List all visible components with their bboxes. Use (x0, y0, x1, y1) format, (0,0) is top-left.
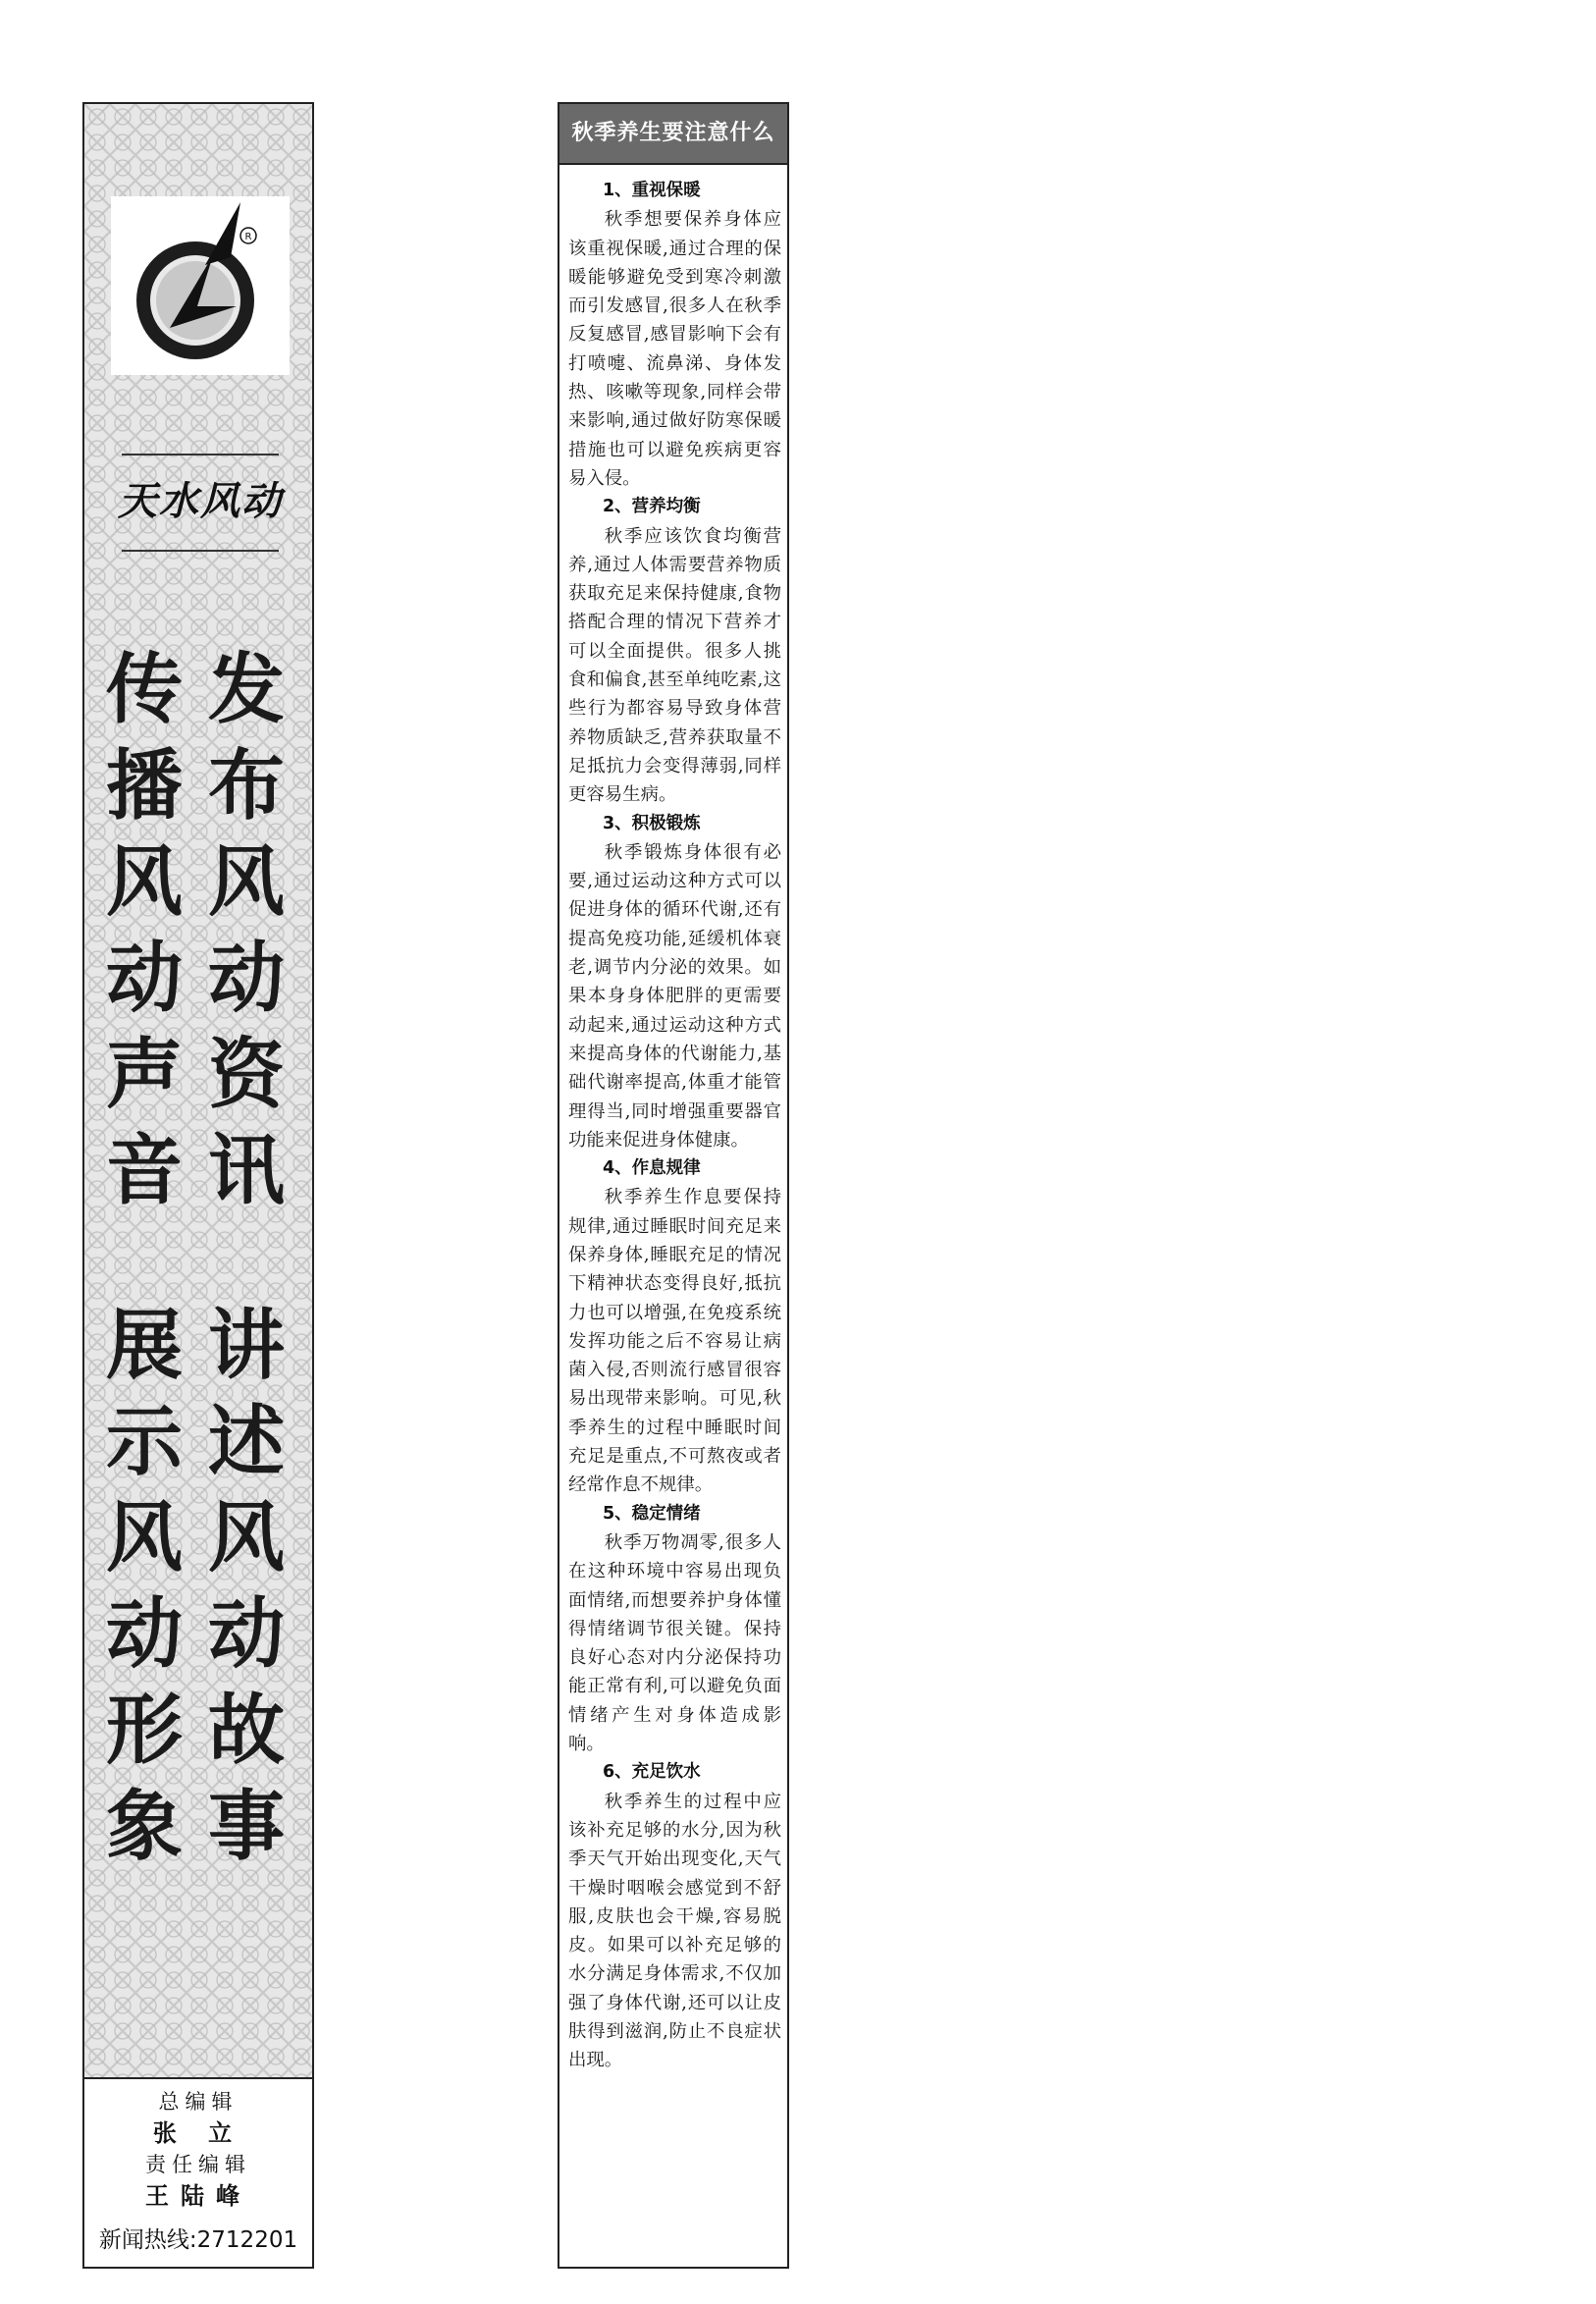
section-paragraph: 秋季万物凋零,很多人在这种环境中容易出现负面情绪,而想要养护身体懂得情绪调节很关键。保持良好心态对内分泌保持功能正常有利,可以避免负面情绪产生对身体造成影响。 (568, 1531, 781, 1755)
slogan-char: 风 (105, 1493, 183, 1582)
section-heading: 3、积极锻炼 (603, 813, 701, 833)
article-section (568, 810, 781, 1155)
section-heading: 5、稳定情绪 (603, 1503, 701, 1524)
slogan-char: 展 (105, 1301, 183, 1390)
section-heading: 1、重视保暖 (603, 181, 701, 200)
slogan-char: 讯 (207, 1126, 285, 1215)
brand-bottom-rule (122, 550, 279, 552)
article-title: 秋季养生要注意什么 (559, 104, 787, 165)
slogan-char: 述 (207, 1397, 285, 1486)
article-body (559, 165, 787, 2075)
slogan-char: 传 (105, 645, 183, 734)
article-section (568, 1758, 781, 2074)
slogan-char: 布 (207, 741, 285, 831)
slogan-column-left-bottom (100, 1298, 188, 1875)
slogan-char: 动 (207, 1589, 285, 1679)
slogan-char: 声 (105, 1030, 183, 1119)
section-paragraph: 秋季养生的过程中应该补充足够的水分,因为秋季天气开始出现变化,天气干燥时咽喉会感觉到不舒服,皮肤也会干燥,容易脱皮。如果可以补充足够的水分满足身体需求,不仅加强了身体代谢,还可以让皮肤得到滋润,防止不良症状出现。 (568, 1791, 781, 2071)
slogan-char: 音 (105, 1126, 183, 1215)
slogan-char: 故 (207, 1686, 285, 1775)
article-section (568, 1500, 781, 1759)
section-paragraph: 秋季应该饮食均衡营养,通过人体需要营养物质获取充足来保持健康,食物搭配合理的情况下营养才可以全面提供。很多人挑食和偏食,甚至单纯吃素,这些行为都容易导致身体营养物质缺乏,营养获取量不足抵抗力会变得薄弱,同样更容易生病。 (568, 525, 781, 806)
section-paragraph: 秋季想要保养身体应该重视保暖,通过合理的保暖能够避免受到寒冷刺激而引发感冒,很多人在秋季反复感冒,感冒影响下会有打喷嚏、流鼻涕、身体发热、咳嗽等现象,同样会带来影响,通过做好防寒保暖措施也可以避免疾病更容易入侵。 (568, 209, 781, 489)
slogan-char: 动 (207, 934, 285, 1023)
section-heading: 4、作息规律 (603, 1158, 701, 1179)
editor-label: 责任编辑 (145, 2153, 251, 2176)
slogan-column-right-bottom (202, 1298, 291, 1875)
article-section (568, 493, 781, 809)
slogan-char: 讲 (207, 1301, 285, 1390)
masthead-column (82, 102, 314, 2269)
slogan-char: 动 (105, 934, 183, 1023)
article-column (558, 102, 789, 2269)
chief-editor-name: 张 立 (152, 2119, 244, 2147)
brand-name (114, 467, 287, 536)
section-paragraph: 秋季锻炼身体很有必要,通过运动这种方式可以促进身体的循环代谢,还有提高免疫功能,延缓机体衰老,调节内分泌的效果。如果本身身体肥胖的更需要动起来,通过运动这种方式来提高身体的代谢能力,基础代谢率提高,体重才能管理得当,同时增强重要器官功能来促进身体健康。 (568, 841, 781, 1151)
slogan-column-left-top (100, 642, 188, 1219)
slogan-char: 形 (105, 1686, 183, 1775)
slogan-char: 象 (105, 1782, 183, 1871)
slogan-char: 事 (207, 1782, 285, 1871)
news-hotline: 新闻热线:2712201 (84, 2219, 312, 2261)
article-section (568, 1154, 781, 1500)
section-heading: 6、充足饮水 (603, 1762, 701, 1783)
staff-box (84, 2077, 312, 2269)
editor-name: 王陆峰 (145, 2182, 251, 2210)
logo-icon (111, 196, 290, 375)
slogan-column-right-top (202, 642, 291, 1219)
chief-editor-label: 总编辑 (158, 2090, 239, 2114)
article-section (568, 177, 781, 493)
slogan-char: 风 (207, 1493, 285, 1582)
slogan-char: 风 (207, 837, 285, 927)
svg-text:R: R (244, 232, 252, 242)
slogan-char: 资 (207, 1030, 285, 1119)
slogan-char: 动 (105, 1589, 183, 1679)
slogan-char: 风 (105, 837, 183, 927)
slogan-char: 发 (207, 645, 285, 734)
logo (111, 196, 290, 375)
section-paragraph: 秋季养生作息要保持规律,通过睡眠时间充足来保养身体,睡眠充足的情况下精神状态变得良好,抵抗力也可以增强,在免疫系统发挥功能之后不容易让病菌入侵,否则流行感冒很容易出现带来影响。可见,秋季养生的过程中睡眠时间充足是重点,不可熬夜或者经常作息不规律。 (568, 1187, 781, 1496)
slogan-char: 播 (105, 741, 183, 831)
section-heading: 2、营养均衡 (603, 497, 701, 517)
brand-top-rule (122, 454, 279, 455)
slogan-char: 示 (105, 1397, 183, 1486)
brand-name-text: 天水风动 (118, 478, 283, 524)
